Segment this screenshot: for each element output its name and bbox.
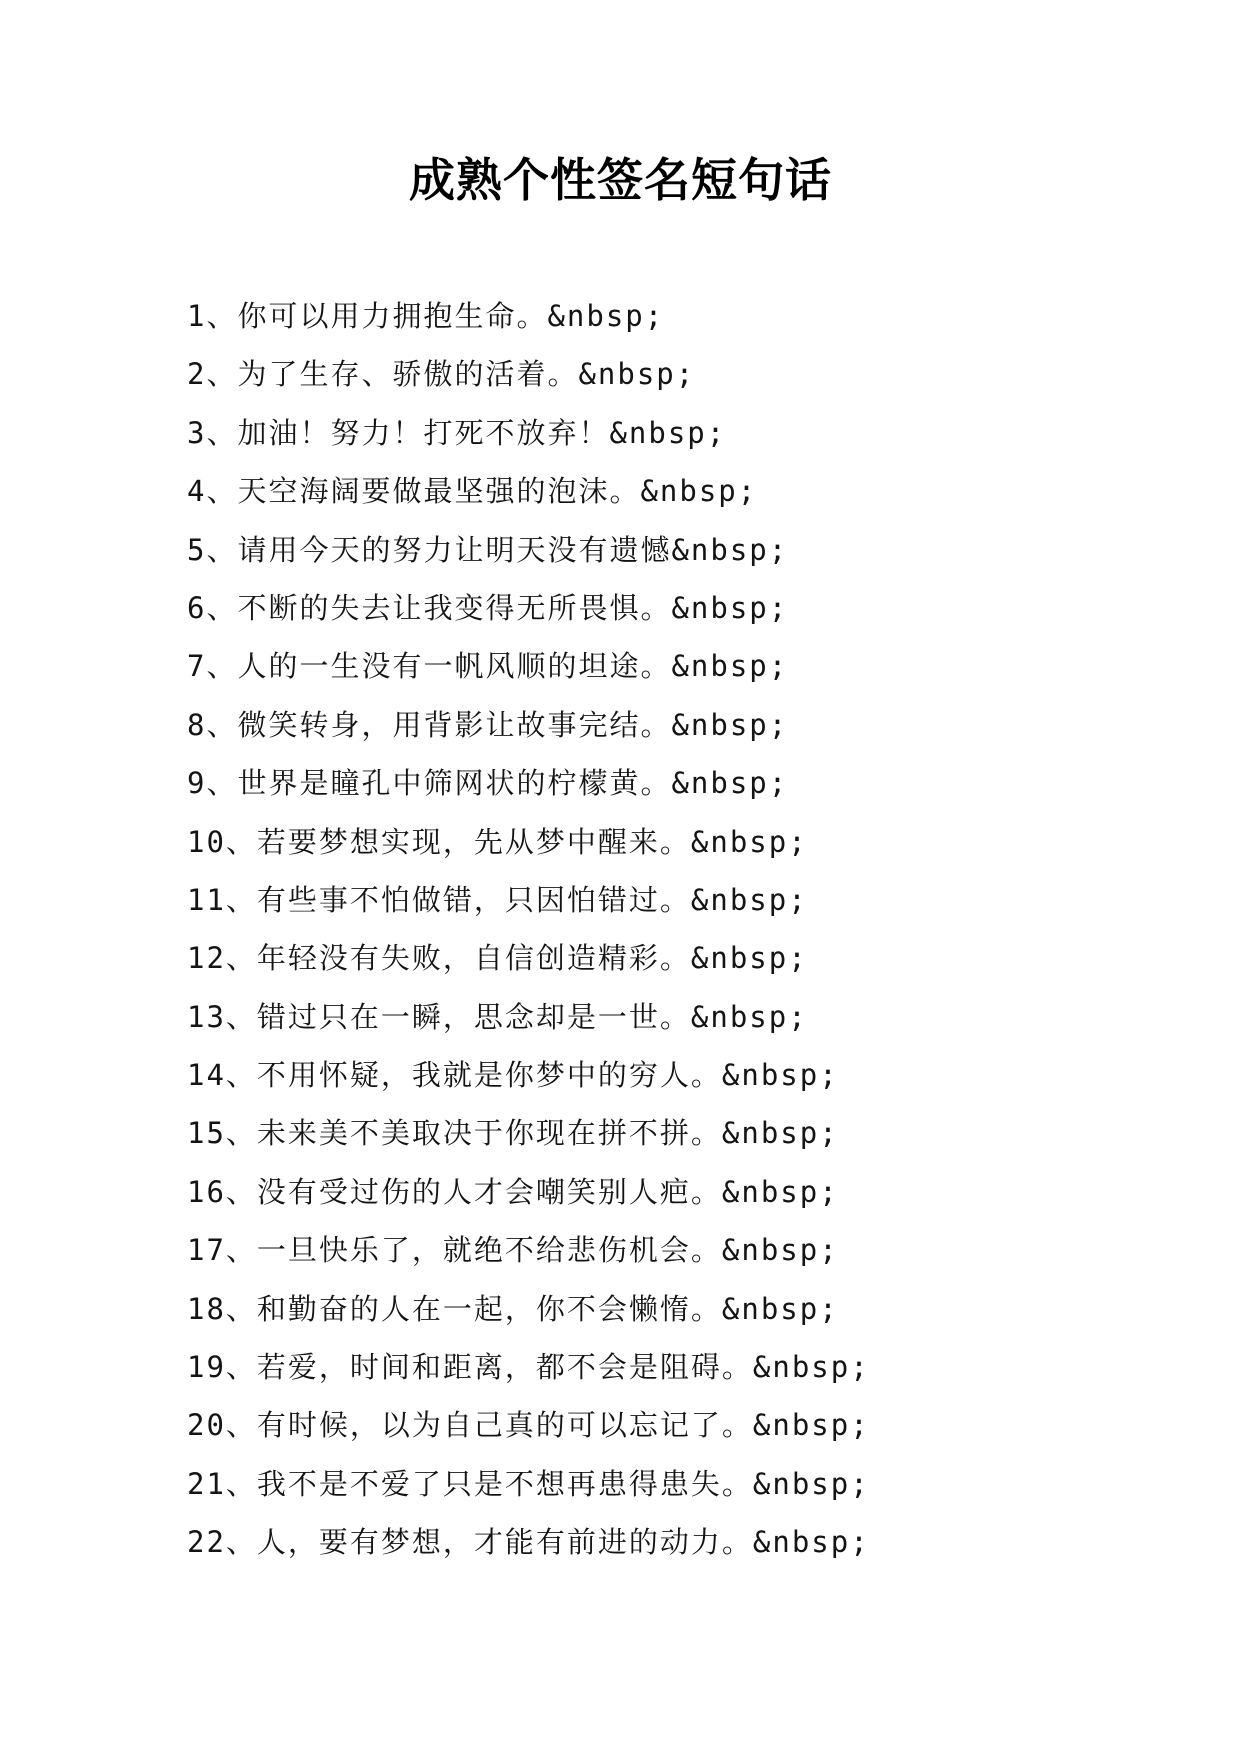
list-item: 11、有些事不怕做错，只因怕错过。&nbsp; — [187, 882, 808, 917]
list-item: 8、微笑转身，用背影让故事完结。&nbsp; — [187, 707, 789, 742]
list-item: 2、为了生存、骄傲的活着。&nbsp; — [187, 357, 696, 392]
list-item: 13、错过只在一瞬，思念却是一世。&nbsp; — [187, 999, 808, 1034]
list-item: 18、和勤奋的人在一起，你不会懒惰。&nbsp; — [187, 1291, 839, 1326]
list-item: 10、若要梦想实现，先从梦中醒来。&nbsp; — [187, 824, 808, 859]
list-item: 12、年轻没有失败，自信创造精彩。&nbsp; — [187, 941, 808, 976]
list-item: 6、不断的失去让我变得无所畏惧。&nbsp; — [187, 590, 789, 625]
list-item: 22、人，要有梦想，才能有前进的动力。&nbsp; — [187, 1525, 870, 1560]
list-item: 20、有时候，以为自己真的可以忘记了。&nbsp; — [187, 1408, 870, 1443]
list-item: 3、加油！努力！打死不放弃！&nbsp; — [187, 415, 727, 450]
document-title: 成熟个性签名短句话 — [409, 153, 832, 207]
list-item: 1、你可以用力拥抱生命。&nbsp; — [187, 299, 665, 333]
list-item: 15、未来美不美取决于你现在拼不拼。&nbsp; — [187, 1116, 839, 1151]
list-item: 19、若爱，时间和距离，都不会是阻碍。&nbsp; — [187, 1350, 870, 1385]
signature-list — [187, 287, 870, 1572]
list-item: 5、请用今天的努力让明天没有遗憾&nbsp; — [187, 532, 789, 567]
list-item: 17、一旦快乐了，就绝不给悲伤机会。&nbsp; — [187, 1233, 839, 1268]
list-item: 7、人的一生没有一帆风顺的坦途。&nbsp; — [187, 649, 789, 684]
list-item: 16、没有受过伤的人才会嘲笑别人疤。&nbsp; — [187, 1174, 839, 1209]
list-item: 14、不用怀疑，我就是你梦中的穷人。&nbsp; — [187, 1058, 839, 1093]
list-item: 9、世界是瞳孔中筛网状的柠檬黄。&nbsp; — [187, 766, 789, 801]
list-item: 21、我不是不爱了只是不想再患得患失。&nbsp; — [187, 1466, 870, 1501]
list-item: 4、天空海阔要做最坚强的泡沫。&nbsp; — [187, 474, 758, 509]
